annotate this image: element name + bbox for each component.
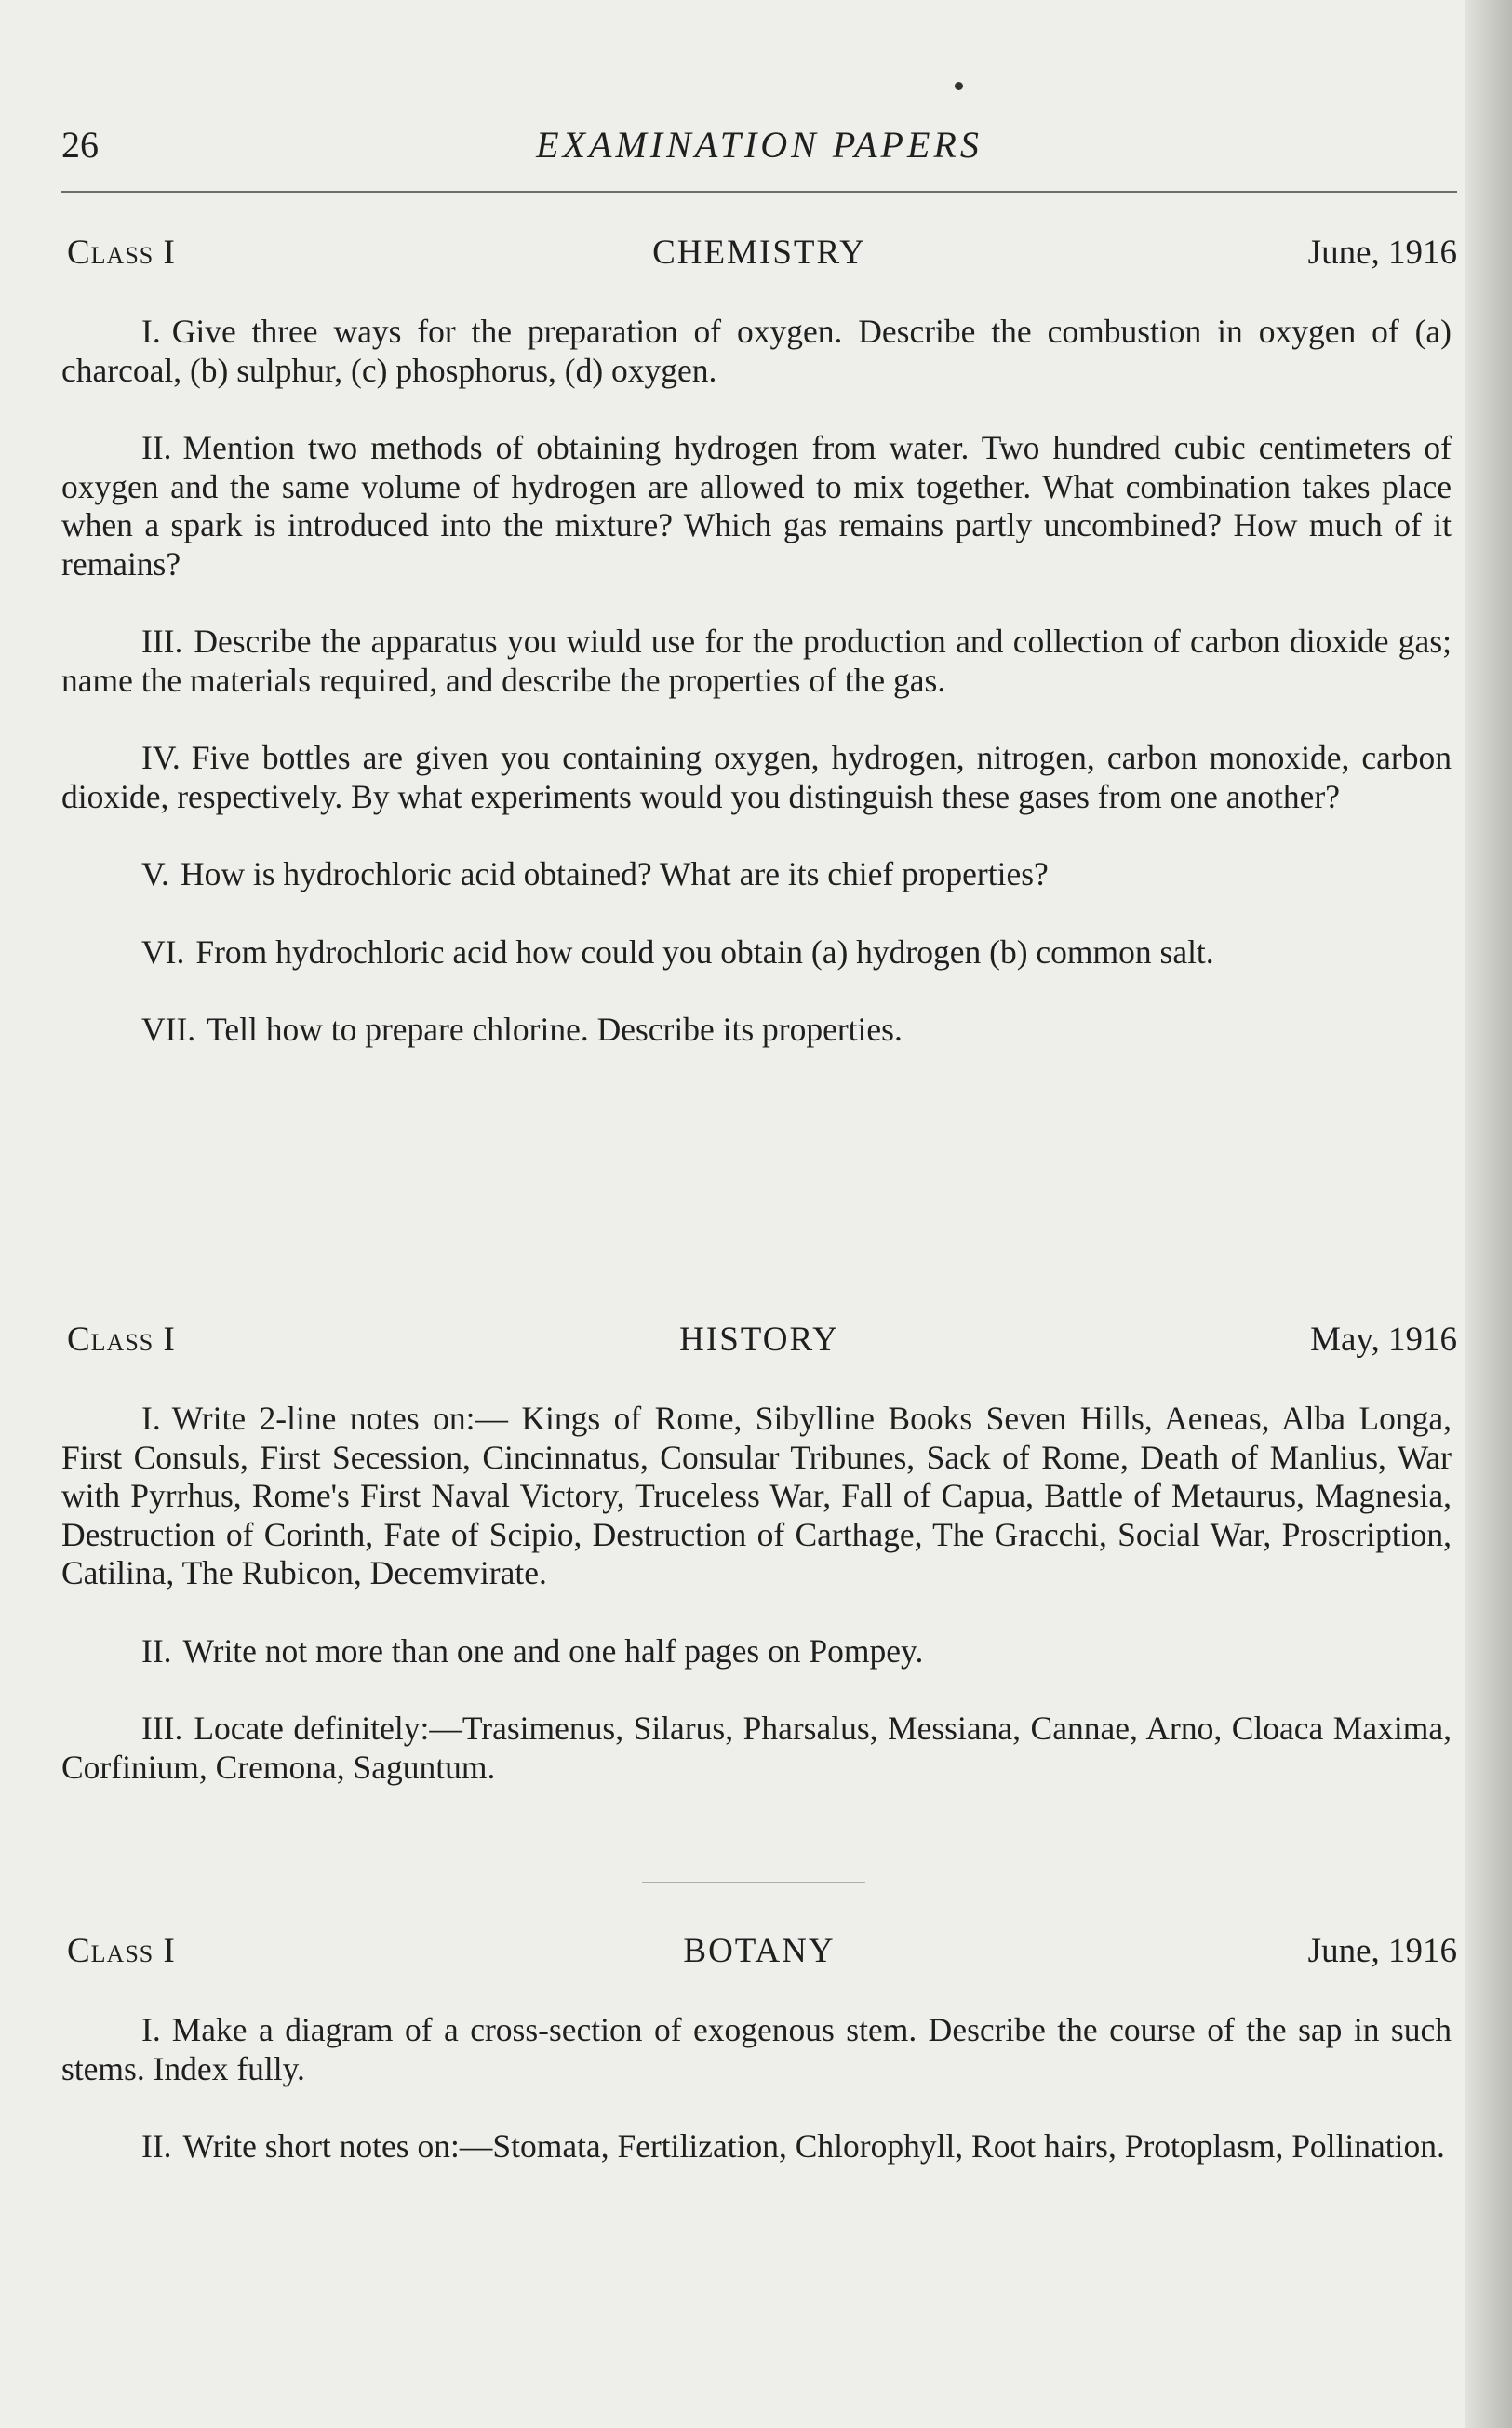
exam-date: June, 1916: [1307, 234, 1457, 272]
question: [61, 623, 1457, 700]
question: [61, 1632, 1457, 1671]
print-speck: [955, 82, 963, 90]
question-number: I.: [141, 313, 161, 350]
question: [61, 2011, 1457, 2088]
question: [61, 1710, 1457, 1787]
question: [61, 313, 1457, 390]
class-label: Class I: [67, 1321, 176, 1359]
question-text: Mention two methods of obtaining hydrogen from water. Two hundred cubic centimeters of oxygen and the same volume of hydrogen are allowed to mix together. What combination takes place when a spark is introduced into the mixture? Which gas remains partly uncombined? How much of it remains?: [61, 429, 1452, 583]
question-number: I.: [141, 2011, 161, 2048]
question-number: V.: [141, 855, 169, 892]
question-number: VII.: [141, 1011, 196, 1048]
question-number: IV.: [141, 739, 181, 776]
header-rule: [61, 191, 1457, 193]
subject-title: CHEMISTRY: [652, 234, 866, 272]
question-number: III.: [141, 623, 183, 660]
subject-title: BOTANY: [683, 1932, 836, 1970]
question: [61, 933, 1457, 973]
page-header: [61, 123, 1457, 179]
question-text: Write short notes on:—Stomata, Fertilization, Chlorophyll, Root hairs, Protoplasm, Pollination.: [182, 2127, 1445, 2165]
question-number: II.: [141, 429, 172, 466]
question-text: Tell how to prepare chlorine. Describe its properties.: [207, 1011, 903, 1048]
subject-title: HISTORY: [679, 1321, 839, 1359]
question: [61, 1011, 1457, 1050]
question-text: Write 2-line notes on:— Kings of Rome, Sibylline Books Seven Hills, Aeneas, Alba Longa, First Consuls, First Secession, Cincinnatus, Consular Tribunes, Sack of Rome, Death of Manlius, War with Pyrrhus, Rome's First Naval Victory, Truceless War, Fall of Capua, Battle of Metaurus, Magnesia, Destruction of Corinth, Fate of Scipio, Destruction of Carthage, The Gracchi, Social War, Proscription, Catilina, The Rubicon, Decemvirate.: [61, 1400, 1452, 1591]
section-heading: [61, 1320, 1457, 1372]
question-text: Make a diagram of a cross-section of exogenous stem. Describe the course of the sap in such stems. Index fully.: [61, 2011, 1452, 2087]
section-divider: [642, 1882, 865, 1883]
question-number: II.: [141, 1631, 172, 1670]
question-text: How is hydrochloric acid obtained? What are its chief properties?: [180, 855, 1049, 892]
page-number: 26: [61, 124, 99, 166]
question: [61, 429, 1457, 584]
section-heading: [61, 1931, 1457, 1983]
section-botany: [61, 1931, 1457, 2166]
question-text: Describe the apparatus you wiuld use for the production and collection of carbon dioxide gas; name the materials required, and describe the properties of the gas.: [61, 623, 1452, 699]
question: [61, 1400, 1457, 1593]
section-chemistry: [61, 233, 1457, 1050]
class-label: Class I: [67, 1932, 176, 1970]
exam-date: June, 1916: [1307, 1932, 1457, 1970]
question-number: II.: [141, 2127, 172, 2165]
exam-date: May, 1916: [1310, 1321, 1457, 1359]
question-text: Locate definitely:—Trasimenus, Silarus, Pharsalus, Messiana, Cannae, Arno, Cloaca Maxima, Corfinium, Cremona, Saguntum.: [61, 1710, 1452, 1786]
question: [61, 739, 1457, 816]
question: [61, 2127, 1457, 2166]
page-edge-shadow: [1465, 0, 1512, 2428]
question-text: Give three ways for the preparation of oxygen. Describe the combustion in oxygen of (a) charcoal, (b) sulphur, (c) phosphorus, (d) oxygen.: [61, 313, 1452, 389]
class-label: Class I: [67, 234, 176, 272]
question-number: I.: [141, 1400, 161, 1437]
section-history: [61, 1320, 1457, 1787]
running-title: EXAMINATION PAPERS: [536, 124, 983, 166]
question-number: VI.: [141, 932, 185, 971]
question-number: III.: [141, 1710, 183, 1747]
question-text: Five bottles are given you containing oxygen, hydrogen, nitrogen, carbon monoxide, carbon dioxide, respectively. By what experiments would you distinguish these gases from one another?: [61, 739, 1452, 815]
question: [61, 855, 1457, 894]
question-text: From hydrochloric acid how could you obtain (a) hydrogen (b) common salt.: [195, 932, 1214, 971]
question-text: Write not more than one and one half pages on Pompey.: [182, 1631, 924, 1670]
section-heading: [61, 233, 1457, 285]
